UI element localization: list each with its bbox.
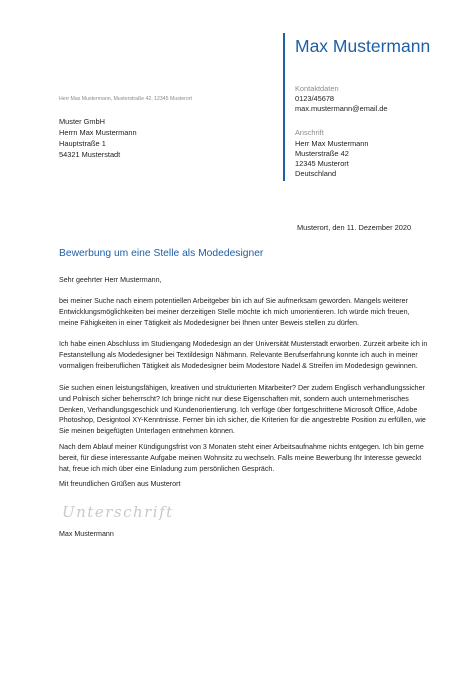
letter-date: Musterort, den 11. Dezember 2020 xyxy=(297,223,412,232)
signature-image: Unterschrift xyxy=(62,503,174,521)
salutation: Sehr geehrter Herr Mustermann, xyxy=(59,276,162,284)
letter-subject: Bewerbung um eine Stelle als Modedesigner xyxy=(59,248,264,259)
sender-address xyxy=(295,139,369,179)
sender-address-line: Deutschland xyxy=(295,169,337,178)
address-label: Anschrift xyxy=(295,128,324,137)
sender-email[interactable]: max.mustermann@email.de xyxy=(295,104,388,113)
body-paragraph: Sie suchen einen leistungsfähigen, kreativen und strukturierten Mitarbeiter? Der zudem Englisch verhandlungssicher und Polnisch sicher beherrscht? Ich bringe nicht nur diese Eigenschaften mit, sondern auch unternehmerisches Denken, Verhandlungsgeschick und Kundenorientierung. Ich verfüge über fortgeschrittene Microsoft Office, Adobe Photoshop, Designtool XY-Kenntnisse. Ferner bin ich sicher, die Kriterien für die angestrebte Position zu erfüllen, wie Sie meinen beigefügten Unterlagen entnehmen können. xyxy=(59,384,426,436)
sender-name: Max Mustermann xyxy=(295,36,431,56)
return-address-line: Herr Max Mustermann, Musterstraße 42, 12345 Musterort xyxy=(59,96,192,102)
recipient-address xyxy=(59,116,137,160)
recipient-line: 54321 Musterstadt xyxy=(59,150,121,159)
recipient-line: Herrn Max Mustermann xyxy=(59,128,137,137)
sender-phone: 0123/45678 xyxy=(295,94,335,103)
recipient-line: Hauptstraße 1 xyxy=(59,139,106,148)
signer-name: Max Mustermann xyxy=(59,530,114,538)
header-divider xyxy=(283,33,285,181)
body-paragraph: bei meiner Suche nach einem potentiellen Arbeitgeber bin ich auf Sie aufmerksam geworden. Mangels weiterer Entwicklungsmöglichkeiten bei meiner derzeitigen Stelle möchte ich mich umorientieren. Ich würde mich freuen, meine Fähigkeiten in einer Tätigkeit als Modedesigner bei Ihnen unter Beweis stellen zu dürfen. xyxy=(59,297,410,327)
recipient-line: Muster GmbH xyxy=(59,117,105,126)
body-paragraph: Ich habe einen Abschluss im Studiengang Modedesign an der Universität Musterstadt erworben. Zurzeit arbeite ich in Festanstellung als Modedesigner bei Textildesign Nähmann. Relevante Berufserfahrung konnte ich auch in meiner vormaligen freiberuflichen Tätigkeit als Modedesigner beim Modestore Nadel & Streifen im Modedesign gewinnen. xyxy=(59,340,428,370)
sender-address-line: Musterstraße 42 xyxy=(295,149,349,158)
sender-address-line: Herr Max Mustermann xyxy=(295,139,369,148)
closing-line: Mit freundlichen Grüßen aus Musterort xyxy=(59,480,181,488)
body-paragraph: Nach dem Ablauf meiner Kündigungsfrist von 3 Monaten steht einer Arbeitsaufnahme nichts entgegen. Ich bin gerne bereit, für diese interessante Aufgabe meinen Wohnsitz zu wechseln. Falls meine Bewerbung Ihr Interesse geweckt hat, freue ich mich über eine Einladung zum persönlichen Gespräch. xyxy=(59,443,424,473)
sender-address-line: 12345 Musterort xyxy=(295,159,349,168)
contact-label: Kontaktdaten xyxy=(295,84,339,93)
